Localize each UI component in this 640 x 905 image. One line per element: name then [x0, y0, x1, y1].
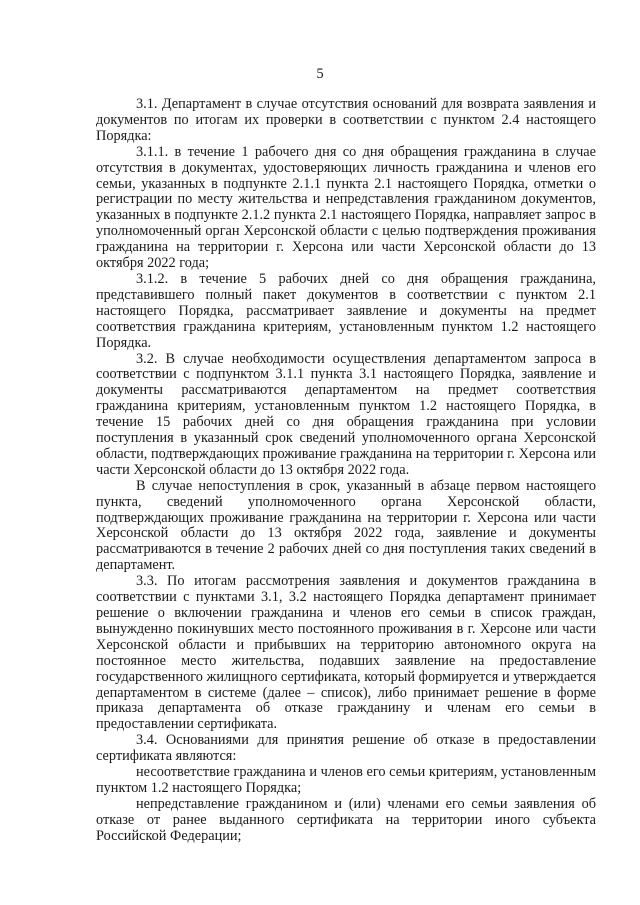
page-number: 5 [316, 66, 324, 82]
paragraph-3-4: 3.4. Основаниями для принятия решение об отказе в предоставлении сертификата являются: [96, 732, 596, 765]
paragraph-3-4-item-1: несоответствие гражданина и членов его семьи критериям, установленным пунктом 1.2 настоящего Порядка; [96, 764, 596, 796]
paragraph-3-1: 3.1. Департамент в случае отсутствия оснований для возврата заявления и документов по итогам их проверки в соответствии с пунктом 2.4 настоящего Порядка: [96, 96, 596, 144]
paragraph-3-4-item-2: непредставление гражданином и (или) членами его семьи заявления об отказе от ранее выданного сертификата на территории иного субъекта Российской Федерации; [96, 795, 596, 844]
paragraph-3-3: 3.3. По итогам рассмотрения заявления и документов гражданина в соответствии с пунктами 3.1, 3.2 настоящего Порядка департамент принимает решение о включении гражданина и членов его семьи в список граждан, вынужденно покинувших место постоянного проживания в г. Херсоне или части Херсонской области и прибывших на территорию автономного округа на постоянное место жительства, подавших заявление на предоставление государственного жилищного сертификата, который формируется и утверждается департаментом в системе (далее – список), либо принимает решение в форме приказа департамента об отказе гражданину и членам его семьи в предоставлении сертификата. [96, 573, 596, 733]
paragraph-3-1-2: 3.1.2. в течение 5 рабочих дней со дня обращения гражданина, представившего полный пакет документов в соответствии с пунктом 2.1 настоящего Порядка, рассматривает заявление и документы на предмет соответствия гражданина критериям, установленным пунктом 1.2 настоящего Порядка. [96, 270, 596, 351]
paragraph-3-1-1: 3.1.1. в течение 1 рабочего дня со дня обращения гражданина в случае отсутствия в документах, удостоверяющих личность гражданина и членов его семьи, указанных в подпункте 2.1.1 пункта 2.1 настоящего Порядка, отметки о регистрации по месту жительства и непредставления гражданином документов, указанных в подпункте 2.1.2 пункта 2.1 настоящего Порядка, направляет запрос в уполномоченный орган Херсонской области с целью подтверждения проживания гражданина на территории г. Херсона или части Херсонской области до 13 октября 2022 года; [96, 143, 596, 272]
paragraph-3-2: 3.2. В случае необходимости осуществления департаментом запроса в соответствии с подпунктом 3.1.1 пункта 3.1 настоящего Порядка, заявление и документы рассматриваются департаментом на предмет соответствия гражданина критериям, установленным пунктом 1.2 настоящего Порядка, в течение 15 рабочих дней со дня обращения гражданина при условии поступления в указанный срок сведений уполномоченного органа Херсонской области, подтверждающих проживание гражданина на территории г. Херсона или части Херсонской области до 13 октября 2022 года. [96, 350, 596, 478]
paragraph-3-2-second: В случае непоступления в срок, указанный в абзаце первом настоящего пункта, сведений уполномоченного органа Херсонской области, подтверждающих проживание гражданина на территории г. Херсона или части Херсонской области до 13 октября 2022 года, заявление и документы рассматриваются в течение 2 рабочих дней со дня поступления таких сведений в департамент. [96, 477, 596, 574]
document-body [96, 97, 596, 845]
